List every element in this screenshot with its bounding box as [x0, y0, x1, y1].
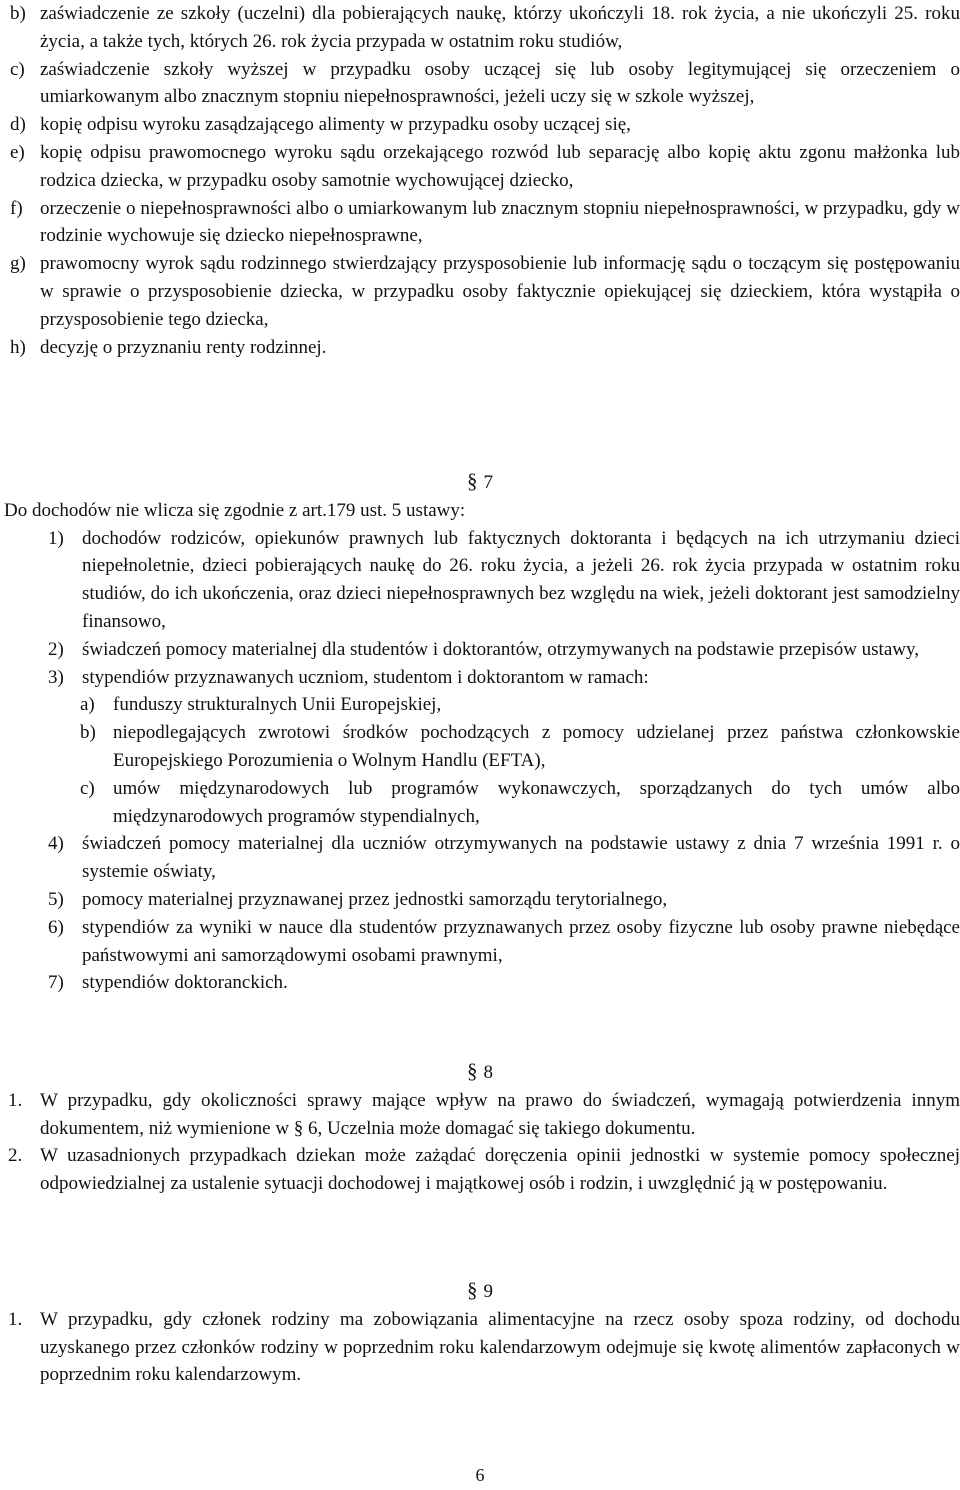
- list-item-h: [0, 334, 960, 362]
- section-9-heading: [0, 1277, 960, 1306]
- item-text: funduszy strukturalnych Unii Europejskiej,: [113, 694, 442, 716]
- item-text: kopię odpisu wyroku zasądzającego alimenty w przypadku osoby uczącej się,: [40, 114, 631, 136]
- item-label: h): [10, 336, 26, 358]
- item-text: W przypadku, gdy członek rodziny ma zobowiązania alimentacyjne na rzecz osoby spoza rodziny, od dochodu uzyskanego przez członków rodziny w poprzednim roku kalendarzowym odejmuje się kwotę alimentów zapłaconych w poprzednim roku kalendarzowym.: [40, 1308, 960, 1386]
- list-item-e: [0, 139, 960, 195]
- item-text: W uzasadnionych przypadkach dziekan może zażądać doręczenia opinii jednostki w systemie pomocy społecznej odpowiedzialnej za ustalenie sytuacji dochodowej i majątkowej osób i rodzin, i uwzględnić ją w postępowaniu.: [40, 1145, 960, 1195]
- item-label: 2.: [8, 1145, 23, 1167]
- item-label: e): [10, 141, 25, 163]
- item-text: W przypadku, gdy okoliczności sprawy mające wpływ na prawo do świadczeń, wymagają potwierdzenia innym dokumentem, niż wymienione w § 6, Uczelnia może domagać się takiego dokumentu.: [40, 1089, 960, 1139]
- section-number: 8: [483, 1062, 493, 1083]
- item-text: dochodów rodziców, opiekunów prawnych lub faktycznych doktoranta i będących na ich utrzymaniu dzieci niepełnoletnie, dzieci pobierających naukę do 26. roku życia, a jeżeli 26. rok życia przypada w ostatnim roku studiów, do ich ukończenia, oraz dzieci niepełnosprawnych bez względu na wiek, jeżeli doktorant jest samodzielny finansowo,: [82, 527, 960, 632]
- item-label: 2): [48, 638, 64, 660]
- section-8-heading: [0, 1058, 960, 1087]
- item-text: niepodlegających zwrotowi środków pochodzących z pomocy udzielanej przez państwa członkowskie Europejskiego Porozumienia o Wolnym Handlu (EFTA),: [113, 722, 960, 771]
- list-item-c: [0, 56, 960, 112]
- item-text: stypendiów przyznawanych uczniom, studentom i doktorantom w ramach:: [82, 666, 649, 688]
- sub-item-c: [0, 775, 960, 831]
- numbered-item-1: [0, 1306, 960, 1389]
- list-item-4: [0, 830, 960, 886]
- paragraph-symbol: §: [467, 469, 478, 493]
- item-label: g): [10, 253, 26, 275]
- sub-list: [0, 691, 960, 830]
- exclusions-list: [0, 525, 960, 998]
- item-label: 7): [48, 972, 64, 994]
- item-label: 5): [48, 888, 64, 910]
- numbered-item-2: [0, 1142, 960, 1198]
- list-item-5: [0, 886, 960, 914]
- item-text: świadczeń pomocy materialnej dla uczniów otrzymywanych na podstawie ustawy z dnia 7 września 1991 r. o systemie oświaty,: [82, 833, 960, 883]
- list-item-6: [0, 914, 960, 970]
- list-item-b: [0, 0, 960, 56]
- section-8: [0, 1058, 960, 1198]
- item-label: c): [80, 777, 95, 799]
- section-7-intro: Do dochodów nie wlicza się zgodnie z art.179 ust. 5 ustawy:: [4, 499, 466, 521]
- item-label: 1): [48, 527, 64, 549]
- sub-item-a: [0, 691, 960, 719]
- section-number: 9: [483, 1281, 493, 1302]
- item-text: decyzję o przyznaniu renty rodzinnej.: [40, 336, 327, 358]
- item-label: f): [10, 197, 23, 219]
- item-label: d): [10, 114, 26, 136]
- item-label: 3): [48, 666, 64, 688]
- item-label: 1.: [8, 1308, 23, 1330]
- item-text: umów międzynarodowych lub programów wykonawczych, sporządzanych do tych umów albo międzynarodowych programów stypendialnych,: [113, 777, 960, 827]
- list-item-3: [0, 664, 960, 692]
- list-item-f: [0, 195, 960, 251]
- item-label: 1.: [8, 1089, 23, 1111]
- sub-item-b: [0, 719, 960, 775]
- item-label: c): [10, 58, 25, 80]
- attachments-list: [0, 0, 960, 361]
- list-item-d: [0, 111, 960, 139]
- list-item-7: [0, 969, 960, 997]
- paragraph-symbol: §: [467, 1278, 478, 1302]
- item-text: stypendiów za wyniki w nauce dla studentów przyznawanych przez osoby fizyczne lub osoby prawne niebędące państwowymi ani samorządowymi osobami prawnymi,: [82, 916, 960, 966]
- item-label: 4): [48, 833, 64, 855]
- paragraph-symbol: §: [467, 1059, 478, 1083]
- item-text: świadczeń pomocy materialnej dla studentów i doktorantów, otrzymywanych na podstawie przepisów ustawy,: [82, 638, 920, 660]
- item-label: b): [80, 722, 96, 744]
- numbered-item-1: [0, 1087, 960, 1143]
- list-item-1: [0, 525, 960, 636]
- item-text: stypendiów doktoranckich.: [82, 972, 288, 994]
- item-label: b): [10, 3, 26, 24]
- item-text: kopię odpisu prawomocnego wyroku sądu orzekającego rozwód lub separację albo kopię aktu zgonu małżonka lub rodzica dziecka, w przypadku osoby samotnie wychowującej dziecko,: [40, 141, 960, 191]
- item-text: orzeczenie o niepełnosprawności albo o umiarkowanym lub znacznym stopniu niepełnosprawności, w przypadku, gdy w rodzinie wychowuje się dziecko niepełnosprawne,: [40, 197, 960, 247]
- item-label: a): [80, 694, 95, 716]
- page-number: 6: [475, 1465, 485, 1485]
- item-text: prawomocny wyrok sądu rodzinnego stwierdzający przysposobienie lub informację sądu o toczącym się postępowaniu w sprawie o przysposobienie dziecka, w przypadku osoby faktycznie opiekującej się dzieckiem, która wystąpiła o przysposobienie tego dziecka,: [40, 253, 960, 330]
- item-text: pomocy materialnej przyznawanej przez jednostki samorządu terytorialnego,: [82, 888, 668, 910]
- list-item-g: [0, 250, 960, 333]
- section-7-heading: [0, 468, 960, 497]
- section-7: [0, 468, 960, 997]
- item-text: zaświadczenie ze szkoły (uczelni) dla pobierających naukę, którzy ukończyli 18. rok życia, a nie ukończyli 25. roku życia, a także tych, których 26. rok życia przypada w ostatnim roku studiów,: [40, 3, 960, 52]
- item-text: zaświadczenie szkoły wyższej w przypadku osoby uczącej się lub osoby legitymującej się orzeczeniem o umiarkowanym albo znacznym stopniu niepełnosprawności, jeżeli uczy się w szkole wyższej,: [40, 58, 960, 108]
- list-item-2: [0, 636, 960, 664]
- section-9: [0, 1277, 960, 1389]
- section-number: 7: [483, 472, 493, 493]
- item-label: 6): [48, 916, 64, 938]
